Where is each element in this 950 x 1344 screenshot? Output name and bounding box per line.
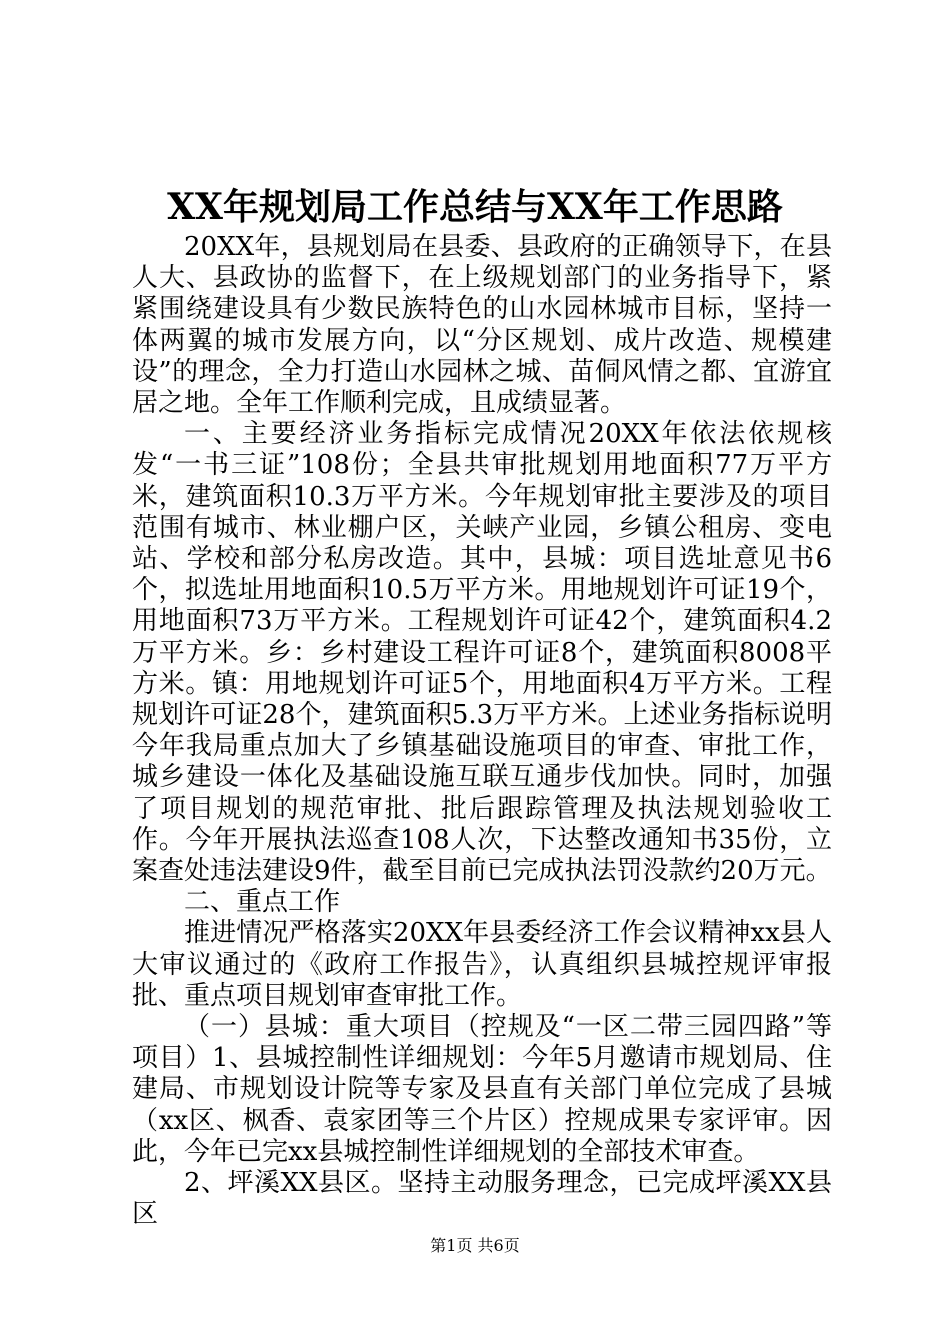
paragraph-progress: 推进情况严格落实20XX年县委经济工作会议精神xx县人大审议通过的《政府工作报告》，认真组织县城控规评审报批、重点项目规划审查审批工作。 xyxy=(132,918,832,1011)
page-number: 第1页 共6页 xyxy=(430,1236,520,1255)
paragraph-county-projects: （一）县城：重大项目（控规及“一区二带三园四路”等项目）1、县城控制性详细规划：今年5月邀请市规划局、住建局、市规划设计院等专家及县直有关部门单位完成了县城（xx区、枫香、袁家团等三个片区）控规成果专家评审。因此，今年已完xx县城控制性详细规划的全部技术审查。 xyxy=(132,1012,832,1167)
document-title: XX年规划局工作总结与XX年工作思路 xyxy=(167,186,783,228)
paragraph-heading-key-work: 二、重点工作 xyxy=(184,887,341,918)
document-body xyxy=(132,232,832,1231)
paragraph-indicators: 一、主要经济业务指标完成情况20XX年依法依规核发“一书三证”108份；全县共审批规划用地面积77万平方米，建筑面积10.3万平方米。今年规划审批主要涉及的项目范围有城市、林业棚户区，关峡产业园，乡镇公租房、变电站、学校和部分私房改造。其中，县城：项目选址意见书6个，拟选址用地面积10.5万平方米。用地规划许可证19个，用地面积73万平方米。工程规划许可证42个，建筑面积4.2万平方米。乡：乡村建设工程许可证8个，建筑面积8008平方米。镇：用地规划许可证5个，用地面积4万平方米。工程规划许可证28个，建筑面积5.3万平方米。上述业务指标说明今年我局重点加大了乡镇基础设施项目的审查、审批工作，城乡建设一体化及基础设施互联互通步伐加快。同时，加强了项目规划的规范审批、批后跟踪管理及执法规划验收工作。今年开展执法巡查108人次，下达整改通知书35份，立案查处违法建设9件，截至目前已完成执法罚没款约20万元。 xyxy=(132,419,832,887)
paragraph-intro: 20XX年，县规划局在县委、县政府的正确领导下，在县人大、县政协的监督下，在上级规划部门的业务指导下，紧紧围绕建设具有少数民族特色的山水园林城市目标，坚持一体两翼的城市发展方向，以“分区规划、成片改造、规模建设”的理念，全力打造山水园林之城、苗侗风情之都、宜游宜居之地。全年工作顺利完成，且成绩显著。 xyxy=(132,232,832,419)
paragraph-pingxi: 2、坪溪XX县区。坚持主动服务理念，已完成坪溪XX县区 xyxy=(132,1168,832,1230)
